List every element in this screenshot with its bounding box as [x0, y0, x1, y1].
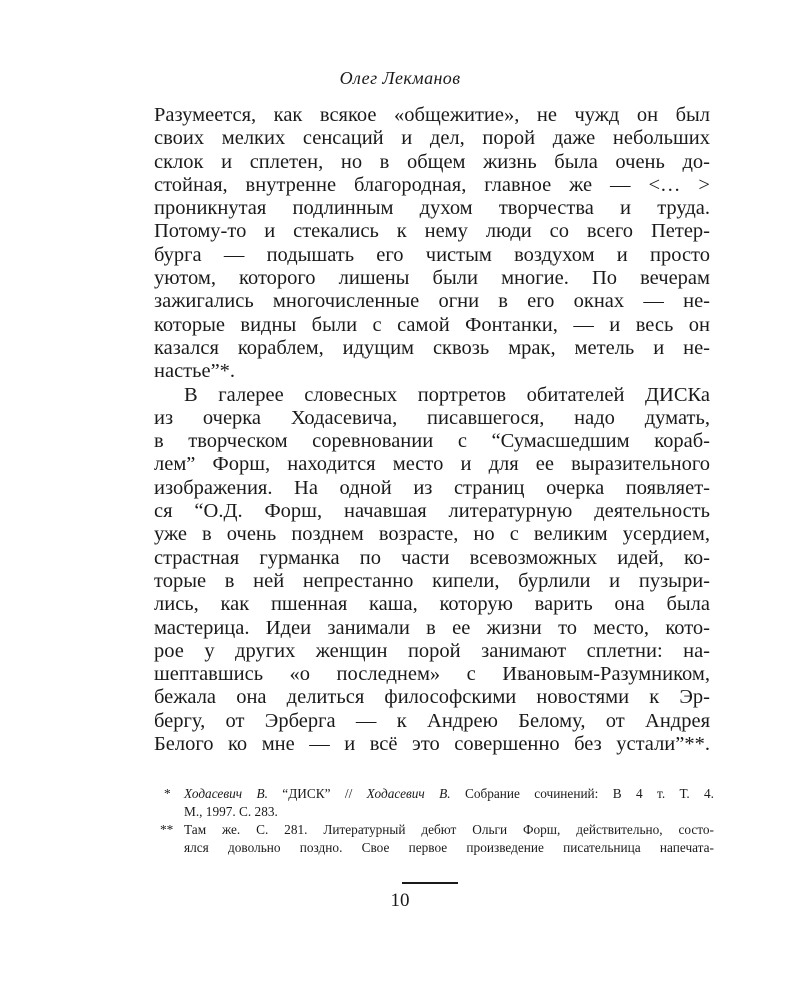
- running-head: Олег Лекманов: [339, 68, 461, 88]
- text-line: шептавшись «о последнем» с Ивановым-Разумником,: [154, 663, 710, 686]
- footnote-1: [158, 785, 714, 821]
- text-line: торые в ней непрестанно кипели, бурлили и пузыри-: [154, 569, 710, 592]
- text-line: уже в очень позднем возрасте, но с великим усердием,: [154, 523, 710, 546]
- text-line: настье”*.: [154, 360, 236, 383]
- text-line: мастерица. Идеи занимали в ее жизни то место, кото-: [154, 616, 710, 639]
- text-line: рое у других женщин порой занимают сплетни: на-: [154, 639, 710, 662]
- footnote-rest: Собрание сочинений: В 4 т. Т. 4.: [450, 786, 714, 801]
- text-line: уютом, которого лишены были многие. По вечерам: [154, 267, 710, 290]
- text-line: Потому-то и стекались к нему люди со всего Петер-: [154, 220, 710, 243]
- text-line: страстная гурманка по части всевозможных идей, ко-: [154, 546, 710, 569]
- page-number-rule: [402, 882, 458, 884]
- text-line: бергу, от Эрберга — к Андрею Белому, от Андрея: [154, 709, 710, 732]
- footnote-line: [184, 785, 714, 803]
- text-line: своих мелких сенсаций и дел, порой даже небольших: [154, 127, 710, 150]
- text-line: стойная, внутренне благородная, главное же — <… >: [154, 173, 710, 196]
- text-line: Белого ко мне — и всё это совершенно без устали”**.: [154, 733, 710, 756]
- text-line: лись, как пшенная каша, которую варить она была: [154, 593, 710, 616]
- footnote-line: ялся довольно поздно. Свое первое произведение писательница напечата-: [184, 840, 714, 855]
- footnotes: [158, 785, 714, 857]
- footnote-mark: *: [164, 786, 171, 801]
- footnote-mark: **: [160, 822, 174, 837]
- text-line: из очерка Ходасевича, писавшегося, надо думать,: [154, 406, 710, 429]
- footnote-title: “ДИСК” //: [267, 786, 367, 801]
- text-line: ся “О.Д. Форш, начавшая литературную деятельность: [154, 500, 710, 523]
- page-number: 10: [390, 890, 410, 911]
- text-line: бурга — подышать его чистым воздухом и просто: [154, 243, 710, 266]
- text-line: проникнутая подлинным духом творчества и труда.: [154, 197, 710, 220]
- text-line: изображения. На одной из страниц очерка появляет-: [154, 476, 710, 499]
- text-line: бежала она делиться философскими новостями к Эр-: [154, 686, 710, 709]
- text-line: В галерее словесных портретов обитателей ДИСКа: [184, 383, 710, 406]
- footnote-line: Там же. С. 281. Литературный дебют Ольги Форш, действительно, состо-: [184, 822, 714, 837]
- text-line: лем” Форш, находится место и для ее выразительного: [154, 453, 710, 476]
- text-line: которые видны были с самой Фонтанки, — и весь он: [154, 313, 710, 336]
- footnote-2: [158, 821, 714, 857]
- text-line: в творческом соревновании с “Сумасшедшим кораб-: [154, 430, 710, 453]
- text-line: склок и сплетен, но в общем жизнь была очень до-: [154, 150, 710, 173]
- main-text: [154, 104, 710, 756]
- footnote-line: М., 1997. С. 283.: [184, 804, 278, 819]
- footnote-author: Ходасевич В.: [184, 786, 268, 801]
- text-line: Разумеется, как всякое «общежитие», не чужд он был: [154, 104, 710, 126]
- text-line: казался кораблем, идущим сквозь мрак, метель и не-: [154, 336, 710, 359]
- text-line: зажигались многочисленные огни в его окнах — не-: [154, 290, 710, 313]
- footnote-author: Ходасевич В.: [366, 786, 451, 801]
